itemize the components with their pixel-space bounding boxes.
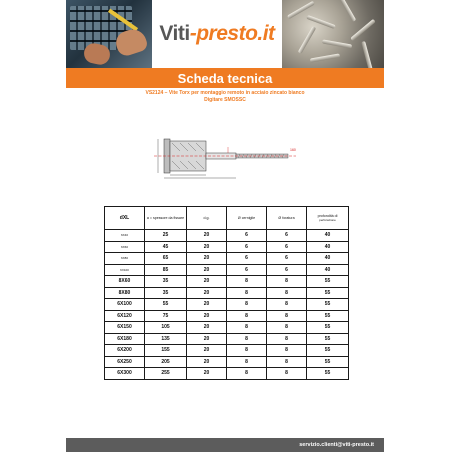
cell-dg: 20 [187, 322, 227, 334]
cell-code: 6X150 [105, 322, 145, 334]
contact-email-link[interactable]: servizio.clienti@viti-presto.it [299, 442, 374, 448]
cell-hinge-diameter: 8 [227, 299, 267, 311]
cell-depth: 55 [307, 345, 349, 357]
table-row [105, 310, 349, 322]
cell-thickness: 75 [145, 310, 187, 322]
cell-dg: 20 [187, 310, 227, 322]
cell-hinge-diameter: 8 [227, 333, 267, 345]
header-banner [66, 0, 384, 68]
screw-image [350, 19, 376, 41]
cell-hinge-diameter: 8 [227, 276, 267, 288]
cell-thickness: 65 [145, 253, 187, 265]
cell-dg: 20 [187, 253, 227, 265]
cell-code: 6X80 [105, 253, 145, 265]
table-row [105, 230, 349, 242]
brand-main-text: Viti [159, 22, 190, 45]
cell-hinge-diameter: 6 [227, 264, 267, 276]
cell-hinge-diameter: 8 [227, 287, 267, 299]
cell-thickness: 35 [145, 276, 187, 288]
spec-table [104, 206, 349, 380]
cell-drill-diameter: 6 [267, 241, 307, 253]
cell-depth: 55 [307, 368, 349, 380]
cell-drill-diameter: 8 [267, 333, 307, 345]
cell-depth: 40 [307, 230, 349, 242]
page-title: Scheda tecnica [177, 70, 273, 86]
cell-depth: 40 [307, 264, 349, 276]
header-depth-main: profondità di [317, 214, 338, 218]
table-row [105, 368, 349, 380]
screw-image [298, 26, 316, 54]
cell-hinge-diameter: 6 [227, 241, 267, 253]
cell-drill-diameter: 8 [267, 345, 307, 357]
cell-hinge-diameter: 8 [227, 345, 267, 357]
header-cell-drill-diameter: Ø foratura [267, 207, 307, 230]
cell-drill-diameter: 8 [267, 287, 307, 299]
cell-drill-diameter: 6 [267, 230, 307, 242]
cell-code: 8X80 [105, 287, 145, 299]
cell-code: 6X200 [105, 345, 145, 357]
cell-thickness: 135 [145, 333, 187, 345]
table-row [105, 356, 349, 368]
table-header-row [105, 207, 349, 230]
cell-thickness: 45 [145, 241, 187, 253]
cell-thickness: 105 [145, 322, 187, 334]
header-cell-dg: d.g. [187, 207, 227, 230]
cell-hinge-diameter: 8 [227, 356, 267, 368]
table-row [105, 287, 349, 299]
cell-hinge-diameter: 8 [227, 310, 267, 322]
cell-code: 6X100 [105, 264, 145, 276]
brand-logo-text [159, 22, 274, 46]
cell-dg: 20 [187, 333, 227, 345]
header-depth-sub: perforazione [319, 218, 336, 222]
cell-code: 8X60 [105, 276, 145, 288]
cell-thickness: 155 [145, 345, 187, 357]
product-code-note: Digitare SMOSSC [204, 97, 246, 103]
table-row [105, 345, 349, 357]
table-row [105, 253, 349, 265]
product-description: VS2124 – Vite Torx per montaggio remoto in acciaio zincato bianco [145, 90, 305, 96]
screw-image [338, 0, 356, 22]
screw-image [361, 41, 373, 68]
cell-dg: 20 [187, 345, 227, 357]
cell-code: 6X100 [105, 299, 145, 311]
screws-photo [282, 0, 384, 68]
screw-image [306, 15, 336, 29]
cell-thickness: 35 [145, 287, 187, 299]
cell-code: 6X300 [105, 368, 145, 380]
footer-bar [66, 438, 384, 452]
cell-code: 6X40 [105, 230, 145, 242]
cell-depth: 55 [307, 310, 349, 322]
cell-drill-diameter: 6 [267, 253, 307, 265]
cell-drill-diameter: 8 [267, 310, 307, 322]
cell-thickness: 25 [145, 230, 187, 242]
cell-code: 6X60 [105, 241, 145, 253]
table-row [105, 276, 349, 288]
cell-depth: 40 [307, 241, 349, 253]
cell-drill-diameter: 8 [267, 322, 307, 334]
cell-dg: 20 [187, 356, 227, 368]
table-row [105, 322, 349, 334]
table-row [105, 241, 349, 253]
cell-depth: 55 [307, 333, 349, 345]
brand-logo [152, 0, 282, 68]
header-cell-code: dXL [105, 207, 145, 230]
cell-dg: 20 [187, 241, 227, 253]
header-cell-thickness: a = spessore da fissare [145, 207, 187, 230]
cell-depth: 55 [307, 287, 349, 299]
toolbox-photo [66, 0, 152, 68]
cell-depth: 55 [307, 322, 349, 334]
technical-drawing [150, 133, 298, 181]
cell-code: 6X120 [105, 310, 145, 322]
cell-dg: 20 [187, 276, 227, 288]
header-cell-hinge-diameter: Ø cerniglie [227, 207, 267, 230]
cell-thickness: 255 [145, 368, 187, 380]
cell-hinge-diameter: 8 [227, 368, 267, 380]
table-row [105, 299, 349, 311]
cell-hinge-diameter: 6 [227, 253, 267, 265]
cell-dg: 20 [187, 264, 227, 276]
cell-depth: 40 [307, 253, 349, 265]
cell-depth: 55 [307, 276, 349, 288]
cell-dg: 20 [187, 368, 227, 380]
cell-dg: 20 [187, 230, 227, 242]
cell-drill-diameter: 6 [267, 264, 307, 276]
header-cell-depth [307, 207, 349, 230]
cell-hinge-diameter: 8 [227, 322, 267, 334]
cell-dg: 20 [187, 299, 227, 311]
cell-depth: 55 [307, 356, 349, 368]
cell-drill-diameter: 8 [267, 299, 307, 311]
drawing-dimension-label: 160 [290, 148, 296, 152]
table-row [105, 333, 349, 345]
screw-image [322, 39, 352, 48]
brand-suffix-text: -presto.it [189, 22, 275, 45]
product-subtitle [66, 90, 384, 104]
cell-drill-diameter: 8 [267, 356, 307, 368]
cell-drill-diameter: 8 [267, 368, 307, 380]
cell-dg: 20 [187, 287, 227, 299]
cell-thickness: 85 [145, 264, 187, 276]
cell-thickness: 55 [145, 299, 187, 311]
cell-hinge-diameter: 6 [227, 230, 267, 242]
screw-image [310, 53, 340, 62]
cell-code: 6X180 [105, 333, 145, 345]
cell-depth: 55 [307, 299, 349, 311]
title-band [66, 68, 384, 88]
table-row [105, 264, 349, 276]
cell-thickness: 205 [145, 356, 187, 368]
cell-drill-diameter: 8 [267, 276, 307, 288]
cell-code: 6X250 [105, 356, 145, 368]
